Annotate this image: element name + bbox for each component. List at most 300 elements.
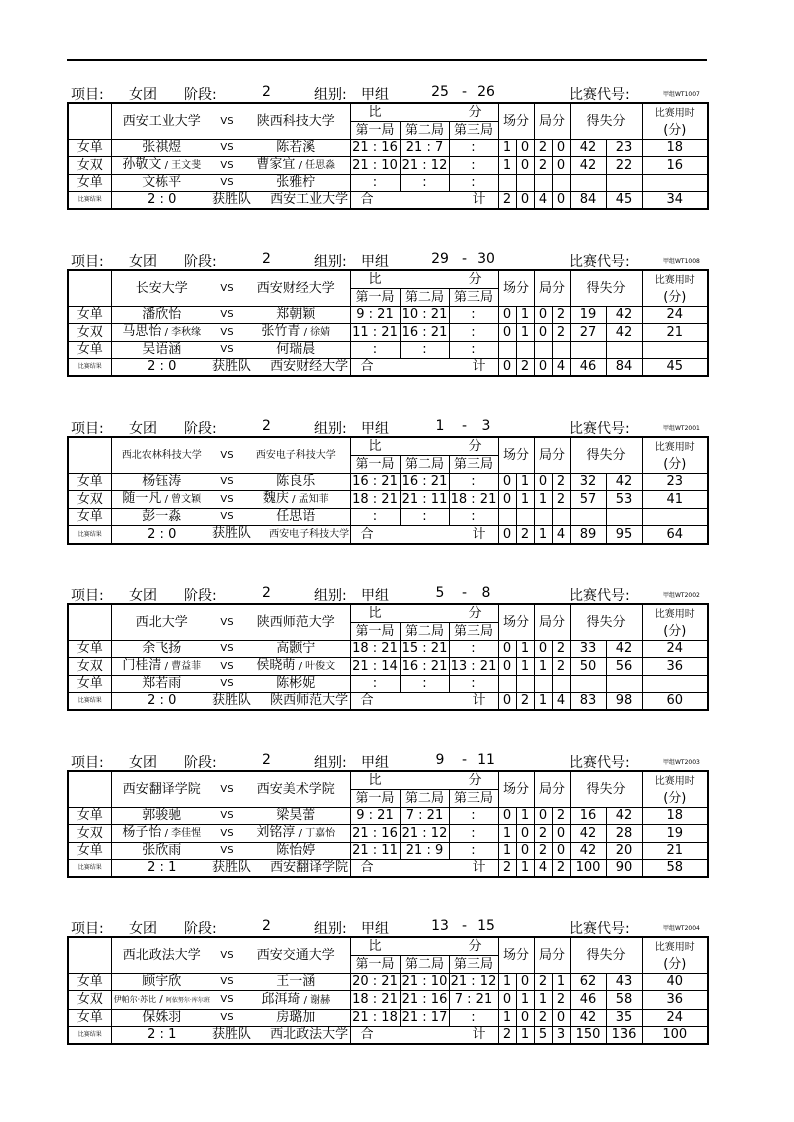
total-time: 60 (642, 693, 708, 711)
game-point-b: 2 (552, 658, 570, 676)
game1-header: 第一局 (350, 790, 400, 808)
game3-header: 第三局 (449, 456, 498, 474)
game3-header: 第三局 (449, 289, 498, 307)
match-point-b: 1 (516, 324, 534, 342)
team-vs: VS (212, 437, 242, 474)
player-a (111, 1010, 212, 1027)
game-point-a: 2 (534, 140, 552, 157)
match-row (68, 509, 708, 526)
total-he: 合 (350, 693, 400, 711)
match-points-header: 场分 (498, 270, 534, 307)
match-block-2 (67, 249, 707, 377)
result-score: 2 : 0 (111, 526, 212, 545)
game-points-header: 局分 (534, 771, 570, 808)
points-for (570, 342, 606, 359)
game-points-header: 局分 (534, 437, 570, 474)
score-header-bi: 比 (368, 271, 382, 287)
team-b-name: 西安美术学院 (242, 771, 350, 808)
match-code-label: 比赛代号: (569, 755, 630, 771)
player-b-partner: / 谢赫 (300, 994, 331, 1006)
total-ji: 计 (449, 1027, 498, 1045)
points-for: 46 (570, 991, 606, 1010)
rally-points-header: 得失分 (570, 604, 642, 641)
points-for: 27 (570, 324, 606, 342)
game2-score: 21 : 16 (400, 991, 449, 1010)
game1-score: 21 : 11 (350, 843, 400, 860)
row-vs: VS (212, 324, 242, 342)
total-points-against: 84 (606, 359, 642, 377)
header-row (68, 937, 708, 956)
position-a: 29 (431, 251, 449, 267)
total-points-for: 100 (570, 860, 606, 878)
match-code: 甲组WT2001 (663, 425, 700, 432)
total-points-for: 84 (570, 192, 606, 210)
game3-header: 第三局 (449, 790, 498, 808)
row-type: 女单 (68, 676, 111, 693)
player-a-name: 杨子怡 (122, 825, 162, 840)
player-b-name: 侯晓萌 (256, 658, 296, 673)
row-vs: VS (212, 808, 242, 825)
game1-header: 第一局 (350, 289, 400, 307)
header-blank (68, 604, 111, 641)
row-type: 女单 (68, 843, 111, 860)
match-time: 16 (642, 157, 708, 175)
group-value: 甲组 (361, 421, 389, 437)
event-value: 女团 (129, 755, 157, 771)
match-header (67, 916, 707, 936)
player-a (111, 641, 212, 658)
points-for: 42 (570, 825, 606, 843)
header-blank (68, 771, 111, 808)
winner-label: 获胜队 (212, 359, 252, 374)
points-against (606, 175, 642, 192)
game-point-a: 2 (534, 843, 552, 860)
game-point-b (552, 342, 570, 359)
player-a (111, 474, 212, 491)
score-header-bi: 比 (368, 605, 382, 621)
row-vs: VS (212, 991, 242, 1010)
game1-score: 9 : 21 (350, 808, 400, 825)
group-label: 组别: (314, 921, 347, 937)
game1-score: : (350, 676, 400, 693)
match-point-a (498, 676, 516, 693)
header-blank (68, 270, 111, 307)
result-score: 2 : 0 (111, 192, 212, 210)
team-b-name: 西安电子科技大学 (242, 437, 350, 474)
player-b-partner: / 叶俊文 (295, 661, 336, 672)
total-match-a: 2 (498, 860, 516, 878)
points-for (570, 676, 606, 693)
row-type: 女双 (68, 658, 111, 676)
points-against (606, 676, 642, 693)
row-type: 女单 (68, 307, 111, 324)
player-a (111, 509, 212, 526)
position-dash: - (462, 251, 468, 267)
game2-score: 16 : 21 (401, 324, 448, 340)
match-code-label: 比赛代号: (569, 921, 630, 937)
match-time (642, 175, 708, 192)
item-label: 项目: (71, 87, 104, 103)
total-points-against: 90 (606, 860, 642, 878)
row-type: 女双 (68, 825, 111, 843)
time-header-line2: (分) (663, 456, 687, 472)
total-game-a: 4 (534, 192, 552, 210)
points-for: 42 (570, 843, 606, 860)
stage-label: 阶段: (184, 588, 217, 604)
match-row (68, 474, 708, 491)
row-vs: VS (212, 491, 242, 509)
result-winner-cell (212, 860, 350, 878)
points-against (606, 509, 642, 526)
match-row (68, 641, 708, 658)
player-a-partner: / 李秋缘 (161, 327, 202, 338)
match-time: 41 (642, 491, 708, 509)
match-row (68, 658, 708, 676)
time-header (642, 771, 708, 808)
group-label: 组别: (314, 755, 347, 771)
total-points-against: 98 (606, 693, 642, 711)
player-a (111, 825, 212, 843)
game3-score: : (449, 157, 498, 175)
game-point-b (552, 175, 570, 192)
game-point-a (534, 676, 552, 693)
group-value: 甲组 (361, 755, 389, 771)
total-time: 45 (642, 359, 708, 377)
total-game-b: 3 (552, 1027, 570, 1045)
player-b-name: 张竹青 (261, 324, 301, 339)
player-b-name: 何瑞晨 (276, 342, 316, 357)
game-point-a: 2 (534, 825, 552, 843)
score-header-fen: 分 (468, 271, 482, 287)
player-a (111, 307, 212, 324)
player-b (242, 342, 350, 359)
stage-value: 2 (262, 418, 271, 434)
time-header (642, 604, 708, 641)
player-a (111, 991, 212, 1010)
player-b-name: 郑朝颖 (276, 307, 316, 322)
player-a-name: 潘欣怡 (142, 307, 182, 322)
item-label: 项目: (71, 254, 104, 270)
total-game-b: 2 (552, 860, 570, 878)
game-point-a: 0 (534, 641, 552, 658)
team-vs: VS (212, 604, 242, 641)
match-point-a: 0 (498, 324, 516, 342)
game3-score: 21 : 12 (450, 974, 497, 989)
points-for (570, 175, 606, 192)
row-type: 女单 (68, 175, 111, 192)
total-he: 合 (350, 359, 400, 377)
game1-header: 第一局 (350, 122, 400, 140)
game3-score: : (449, 676, 498, 693)
game3-score: : (449, 342, 498, 359)
points-against: 42 (606, 324, 642, 342)
winner-team: 西安财经大学 (270, 359, 349, 374)
player-b-partner: / 丁嘉怡 (295, 828, 336, 839)
team-a-name: 西北政法大学 (111, 937, 212, 974)
position-dash: - (462, 84, 468, 100)
match-point-b: 0 (516, 825, 534, 843)
header-row (68, 604, 708, 623)
match-point-a: 1 (498, 1010, 516, 1027)
player-b (242, 658, 350, 676)
match-code: 甲组WT2002 (663, 592, 700, 599)
game1-score: 16 : 21 (350, 474, 400, 491)
game3-score: : (449, 843, 498, 860)
player-a-partner: / 阿依努尔·库尔班 (156, 994, 210, 1005)
game2-score: 21 : 9 (400, 843, 449, 860)
player-a-partner: / 李佳惺 (161, 828, 202, 839)
total-game-b: 0 (552, 192, 570, 210)
player-b (242, 808, 350, 825)
position-dash: - (462, 752, 468, 768)
time-header-line1: 比赛用时 (654, 107, 695, 119)
winner-label: 获胜队 (212, 526, 252, 541)
row-type: 女双 (68, 324, 111, 342)
player-b (242, 307, 350, 324)
player-a-name: 顾宇欣 (142, 974, 182, 989)
score-header-fen: 分 (468, 938, 482, 954)
match-table (67, 603, 709, 711)
team-b-name: 西安财经大学 (242, 270, 350, 307)
total-blank (400, 359, 449, 377)
group-label: 组别: (314, 254, 347, 270)
match-point-a: 0 (498, 808, 516, 825)
total-match-b: 1 (516, 860, 534, 878)
player-a (111, 324, 212, 342)
row-vs: VS (212, 509, 242, 526)
time-header-line2: (分) (663, 122, 687, 138)
row-vs: VS (212, 140, 242, 157)
stage-label: 阶段: (184, 87, 217, 103)
total-points-against: 45 (606, 192, 642, 210)
event-value: 女团 (129, 588, 157, 604)
player-b-name: 房璐加 (276, 1010, 316, 1025)
match-point-b (516, 175, 534, 192)
points-for: 33 (570, 641, 606, 658)
total-match-b: 2 (516, 359, 534, 377)
total-points-for: 46 (570, 359, 606, 377)
match-time (642, 676, 708, 693)
player-b (242, 974, 350, 991)
game-points-header: 局分 (534, 270, 570, 307)
points-against: 42 (606, 307, 642, 324)
time-header-line2: (分) (663, 790, 687, 806)
game-point-a (534, 509, 552, 526)
match-point-a: 0 (498, 658, 516, 676)
match-point-a: 1 (498, 974, 516, 991)
game2-score: 21 : 7 (400, 140, 449, 157)
game2-score: : (400, 342, 449, 359)
game-point-b: 0 (552, 140, 570, 157)
player-a (111, 658, 212, 676)
points-against: 23 (606, 140, 642, 157)
score-header (350, 103, 498, 122)
game3-score: 18 : 21 (450, 491, 497, 507)
game-point-b: 2 (552, 474, 570, 491)
game-point-b: 2 (552, 808, 570, 825)
game1-score: 21 : 10 (350, 157, 400, 175)
player-a-name: 门桂清 (122, 658, 162, 673)
row-vs: VS (212, 676, 242, 693)
total-he: 合 (350, 860, 400, 878)
match-point-b: 1 (516, 808, 534, 825)
points-against: 35 (606, 1010, 642, 1027)
total-game-a: 1 (534, 693, 552, 711)
player-b (242, 491, 350, 509)
player-b (242, 991, 350, 1010)
rally-points-header: 得失分 (570, 437, 642, 474)
event-value: 女团 (129, 254, 157, 270)
top-rule (67, 59, 707, 61)
position-a: 1 (435, 418, 445, 434)
row-vs: VS (212, 641, 242, 658)
game-point-b: 0 (552, 1010, 570, 1027)
total-ji: 计 (449, 860, 498, 878)
match-code-label: 比赛代号: (569, 588, 630, 604)
row-type: 女单 (68, 974, 111, 991)
winner-team: 陕西师范大学 (270, 693, 349, 708)
time-header (642, 937, 708, 974)
match-table (67, 936, 709, 1045)
points-against: 22 (606, 157, 642, 175)
row-vs: VS (212, 1010, 242, 1027)
match-time: 19 (642, 825, 708, 843)
stage-value: 2 (262, 585, 271, 601)
game3-score: : (449, 825, 498, 843)
points-for: 16 (570, 808, 606, 825)
match-time: 36 (642, 658, 708, 676)
match-point-b: 1 (516, 991, 534, 1010)
match-table (67, 102, 709, 210)
rally-points-header: 得失分 (570, 103, 642, 140)
player-a-name: 马思怡 (122, 324, 162, 339)
result-label: 比赛结果 (68, 693, 111, 711)
score-header (350, 937, 498, 956)
match-time: 18 (642, 140, 708, 157)
result-score: 2 : 1 (111, 1027, 212, 1045)
player-b-name: 陈怡婷 (276, 843, 316, 858)
match-point-a (498, 342, 516, 359)
total-time: 64 (642, 526, 708, 545)
total-game-b: 4 (552, 526, 570, 545)
game-point-b: 2 (552, 991, 570, 1010)
time-header (642, 103, 708, 140)
game1-score: 18 : 21 (350, 641, 400, 658)
player-b (242, 676, 350, 693)
team-vs: VS (212, 937, 242, 974)
result-row (68, 1027, 708, 1045)
row-type: 女单 (68, 1010, 111, 1027)
position-dash: - (462, 418, 468, 434)
group-label: 组别: (314, 421, 347, 437)
game3-score: 7 : 21 (449, 991, 498, 1010)
game1-header: 第一局 (350, 456, 400, 474)
total-ji: 计 (449, 192, 498, 210)
match-point-b: 1 (516, 641, 534, 658)
game3-score: : (449, 307, 498, 324)
match-time: 23 (642, 474, 708, 491)
points-for: 57 (570, 491, 606, 509)
score-header-fen: 分 (468, 104, 482, 120)
game3-score: : (449, 175, 498, 192)
player-b-name: 魏庆 (262, 491, 289, 506)
total-points-against: 136 (606, 1027, 642, 1045)
game3-score: 13 : 21 (450, 658, 497, 674)
player-a-name: 郑若雨 (142, 676, 182, 691)
player-a (111, 175, 212, 192)
match-code-label: 比赛代号: (569, 421, 630, 437)
total-match-a: 0 (498, 693, 516, 711)
game3-header: 第三局 (449, 122, 498, 140)
total-ji: 计 (449, 359, 498, 377)
match-code: 甲组WT2004 (663, 925, 700, 932)
result-label: 比赛结果 (68, 526, 111, 545)
stage-label: 阶段: (184, 254, 217, 270)
score-header-fen: 分 (468, 605, 482, 621)
game2-score: 16 : 21 (401, 474, 448, 489)
winner-label: 获胜队 (212, 192, 252, 207)
game3-score: : (449, 641, 498, 658)
game1-score: 9 : 21 (350, 307, 400, 324)
game3-score: : (449, 324, 498, 342)
game-point-b: 1 (552, 974, 570, 991)
total-he: 合 (350, 526, 400, 545)
total-match-b: 0 (516, 192, 534, 210)
total-he: 合 (350, 1027, 400, 1045)
game2-score: 21 : 17 (401, 1010, 448, 1025)
player-b (242, 1010, 350, 1027)
team-a-name: 西安工业大学 (111, 103, 212, 140)
game3-score: : (449, 509, 498, 526)
total-points-for: 89 (570, 526, 606, 545)
player-a-name: 孙敬文 (122, 157, 162, 172)
match-time: 24 (642, 1010, 708, 1027)
position-a: 5 (435, 585, 445, 601)
game2-score: : (400, 676, 449, 693)
match-point-b: 0 (516, 157, 534, 175)
game2-header: 第二局 (400, 790, 449, 808)
result-label: 比赛结果 (68, 192, 111, 210)
match-row (68, 491, 708, 509)
team-a-name: 西北大学 (111, 604, 212, 641)
time-header-line2: (分) (663, 289, 687, 305)
game1-score: 21 : 18 (350, 1010, 400, 1027)
position-a: 13 (431, 918, 449, 934)
player-a-name: 随一凡 (122, 491, 162, 506)
game1-score: 21 : 16 (350, 140, 400, 157)
match-point-b: 0 (516, 1010, 534, 1027)
game1-score: 21 : 14 (350, 658, 400, 676)
winner-team: 西安翻译学院 (270, 860, 349, 875)
match-point-b: 1 (516, 474, 534, 491)
points-for: 42 (570, 157, 606, 175)
match-point-b: 1 (516, 658, 534, 676)
points-against: 42 (606, 641, 642, 658)
match-code: 甲组WT1007 (663, 91, 700, 98)
game2-header: 第二局 (400, 956, 449, 974)
match-time: 21 (642, 843, 708, 860)
match-point-b: 0 (516, 140, 534, 157)
player-b-partner: / 任思淼 (295, 160, 336, 171)
game-point-a (534, 342, 552, 359)
result-label: 比赛结果 (68, 860, 111, 878)
result-row (68, 192, 708, 210)
result-row (68, 526, 708, 545)
event-value: 女团 (129, 87, 157, 103)
player-b (242, 140, 350, 157)
player-b-partner: / 徐婧 (300, 327, 331, 338)
row-type: 女双 (68, 991, 111, 1010)
